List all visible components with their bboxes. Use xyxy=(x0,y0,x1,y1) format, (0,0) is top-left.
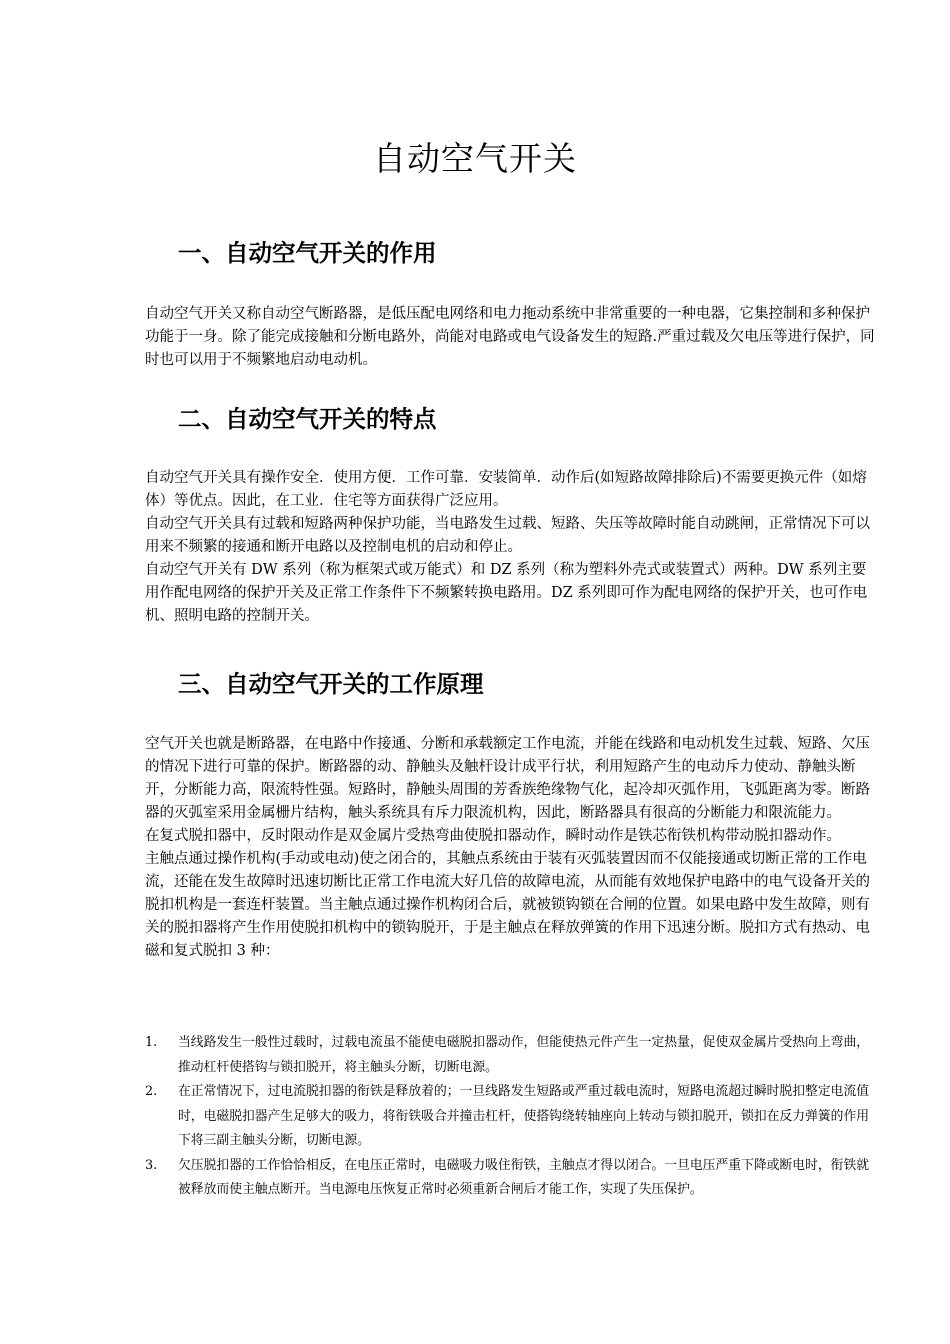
section-heading-2: 二、自动空气开关的特点 xyxy=(178,405,437,433)
paragraph: 在复式脱扣器中，反时限动作是双金属片受热弯曲使脱扣器动作，瞬时动作是铁芯衔铁机构带动脱扣器动作。 xyxy=(145,828,841,844)
section-heading-1: 一、自动空气开关的作用 xyxy=(178,239,437,267)
list-text: 在正常情况下，过电流脱扣器的衔铁是释放着的；一旦线路发生短路或严重过载电流时，短路电流超过瞬时脱扣整定电流值时，电磁脱扣器产生足够大的吸力，将衔铁吸合并撞击杠杆，使搭钩绕转轴座向上转动与锁扣脱开，锁扣在反力弹簧的作用下将三副主触头分断，切断电源。 xyxy=(178,1084,870,1148)
section-2-body xyxy=(145,467,875,628)
paragraph: 自动空气开关具有过载和短路两种保护功能，当电路发生过载、短路、失压等故障时能自动跳闸，正常情况下可以用来不频繁的接通和断开电路以及控制电机的启动和停止。 xyxy=(145,516,870,555)
list-number: 1. xyxy=(145,1035,158,1050)
paragraph: 自动空气开关又称自动空气断路器，是低压配电网络和电力拖动系统中非常重要的一种电器，它集控制和多种保护功能于一身。除了能完成接触和分断电路外，尚能对电路或电气设备发生的短路.严重过载及欠电压等进行保护，同时也可以用于不频繁地启动电动机。 xyxy=(145,306,875,368)
paragraph: 自动空气开关具有操作安全．使用方便．工作可靠．安装简单．动作后(如短路故障排除后)不需要更换元件（如熔体）等优点。因此，在工业．住宅等方面获得广泛应用。 xyxy=(145,470,867,509)
list-item xyxy=(145,1080,875,1154)
list-number: 3. xyxy=(145,1157,158,1173)
list-text: 欠压脱扣器的工作恰恰相反，在电压正常时，电磁吸力吸住衔铁，主触点才得以闭合。一旦电压严重下降或断电时，衔铁就被释放而使主触点断开。当电源电压恢复正常时必须重新合闸后才能工作，实现了失压保护。 xyxy=(178,1157,870,1197)
numbered-list xyxy=(145,1031,875,1203)
section-1-body xyxy=(145,303,875,372)
paragraph: 自动空气开关有 DW 系列（称为框架式或万能式）和 DZ 系列（称为塑料外壳式或装置式）两种。DW 系列主要用作配电网络的保护开关及正常工作条件下不频繁转换电路用。DZ 系列即可作为配电网络的保护开关，也可作电机、照明电路的控制开关。 xyxy=(145,562,868,624)
list-item xyxy=(145,1154,875,1203)
list-item xyxy=(145,1031,875,1080)
section-3-body xyxy=(145,733,875,963)
paragraph: 空气开关也就是断路器，在电路中作接通、分断和承载额定工作电流，并能在线路和电动机发生过载、短路、欠压的情况下进行可靠的保护。断路器的动、静触头及触杆设计成平行状，利用短路产生的电动斥力使动、静触头断开，分断能力高，限流特性强。短路时，静触头周围的芳香族绝缘物气化，起冷却灭弧作用，飞弧距离为零。断路器的灭弧室采用金属栅片结构，触头系统具有斥力限流机构，因此，断路器具有很高的分断能力和限流能力。 xyxy=(145,736,870,821)
document-title: 自动空气开关 xyxy=(373,139,577,178)
section-heading-3: 三、自动空气开关的工作原理 xyxy=(178,670,484,698)
paragraph: 主触点通过操作机构(手动或电动)使之闭合的，其触点系统由于装有灭弧装置因而不仅能接通或切断正常的工作电流，还能在发生故障时迅速切断比正常工作电流大好几倍的故障电流，从而能有效地保护电路中的电气设备开关的脱扣机构是一套连杆装置。当主触点通过操作机构闭合后，就被锁钩锁在合闸的位置。如果电路中发生故障，则有关的脱扣器将产生作用使脱扣机构中的锁钩脱开，于是主触点在释放弹簧的作用下迅速分断。脱扣方式有热动、电磁和复式脱扣 3 种： xyxy=(145,851,870,959)
list-number: 2. xyxy=(145,1084,158,1099)
list-text: 当线路发生一般性过载时，过载电流虽不能使电磁脱扣器动作，但能使热元件产生一定热量，促使双金属片受热向上弯曲，推动杠杆使搭钩与锁扣脱开，将主触头分断，切断电源。 xyxy=(178,1035,870,1075)
